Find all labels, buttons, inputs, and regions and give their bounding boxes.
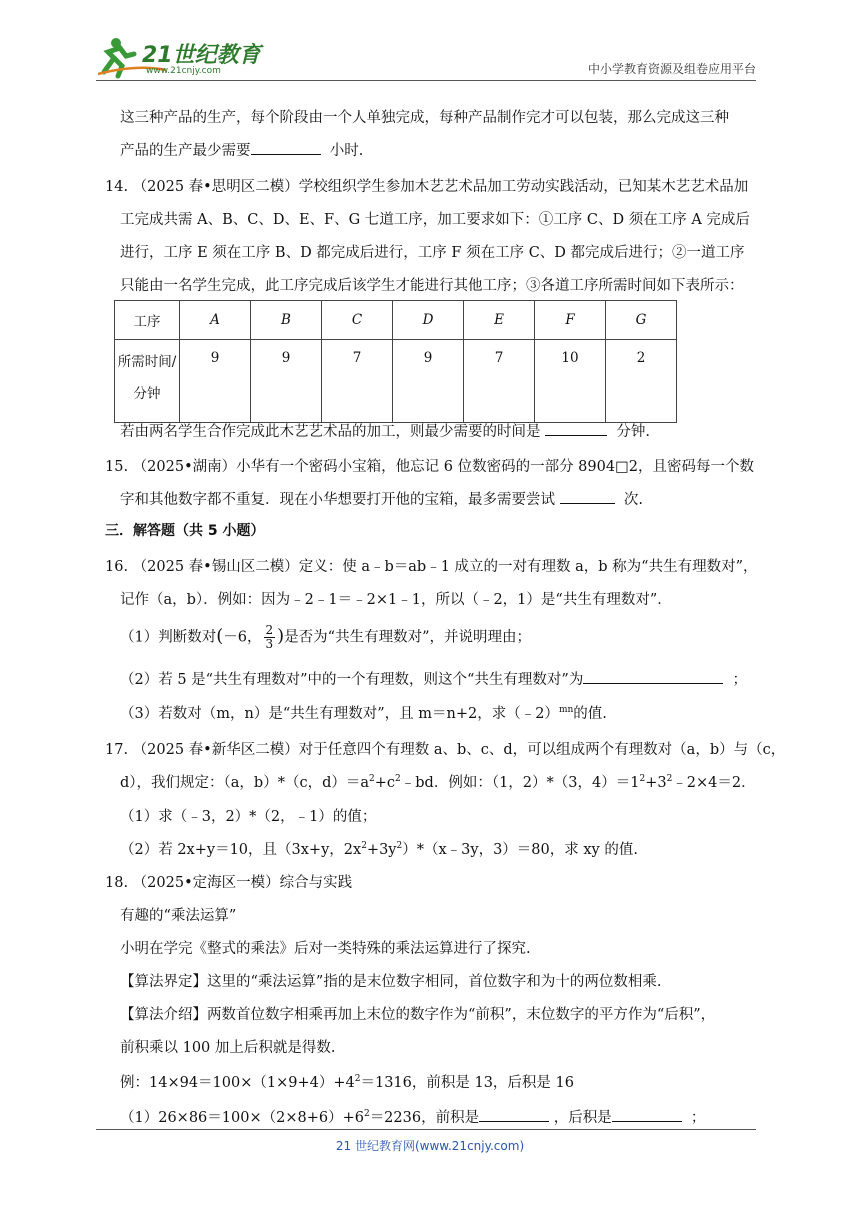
- footer-divider: [96, 1129, 756, 1130]
- text: （2025 春•思明区二模）学校组织学生参加木艺艺术品加工劳动实践活动，已知某木艺艺术品加: [132, 179, 749, 195]
- table-row: [115, 301, 677, 340]
- question-18-example: [120, 1071, 574, 1092]
- fraction-denominator: 3: [265, 637, 274, 651]
- text: 若由两名学生合作完成此木艺艺术品的加工，则最少需要的时间是: [120, 424, 541, 440]
- text: （2025•湖南）小华有一个密码小宝箱，他忘记 6 位数密码的一部分 8904□2，且密码每一个数: [132, 459, 755, 475]
- question-17-line-2: [120, 771, 756, 792]
- text: 小时.: [329, 143, 364, 159]
- question-number: 14.: [105, 179, 129, 195]
- text: （2025 春•新华区二模）对于任意四个有理数 a、b、c、d，可以组成两个有理数对（a，b）与（c，: [132, 742, 786, 758]
- paren: ): [277, 625, 285, 647]
- text: +3y: [366, 842, 397, 858]
- superscript: 2: [396, 841, 403, 852]
- paren: (: [216, 625, 224, 647]
- text: （1）判断数对: [120, 629, 217, 646]
- text: ；: [732, 672, 748, 688]
- text: ＝1316，前积是 13，后积是 16: [360, 1075, 574, 1091]
- question-18-title: 有趣的“乘法运算”: [120, 908, 237, 924]
- text: d），我们规定：（a，b）*（c，d）＝a: [120, 775, 370, 791]
- table-cell: D: [393, 301, 464, 340]
- superscript: mn: [558, 705, 574, 716]
- question-number: 15.: [105, 459, 129, 475]
- text: （3）若数对（m，n）是“共生有理数对”，且 m＝n+2，求（﹣2）: [120, 706, 559, 722]
- text: （2）若 2x+y＝10，且（3x+y，2x: [120, 842, 362, 858]
- answer-blank: [251, 140, 321, 155]
- table-cell: A: [180, 301, 251, 340]
- text: 字和其他数字都不重复．现在小华想要打开他的宝箱，最多需要尝试: [120, 492, 555, 508]
- question-number: 17.: [105, 742, 129, 758]
- text: 例：14×94＝100×（1×9+4）+4: [120, 1075, 355, 1091]
- question-14-after-table: [120, 420, 650, 441]
- table-cell: B: [251, 301, 322, 340]
- table-header-cell: [115, 340, 180, 423]
- question-14-line-4: 只能由一名学生完成，此工序完成后该学生才能进行其他工序；③各道工序所需时间如下表所示：: [120, 278, 744, 294]
- text: 的值.: [573, 706, 607, 722]
- question-15-line-1: [105, 455, 754, 476]
- continuation-line-2: [120, 139, 363, 160]
- section-heading: 三．解答题（共 5 小题）: [105, 523, 265, 539]
- logo-text: 21世纪教育: [142, 43, 261, 68]
- question-18-definition: 【算法界定】这里的“乘法运算”指的是末位数字相同，首位数字和为十的两位数相乘.: [120, 974, 662, 990]
- fraction: [264, 624, 276, 651]
- question-16-part-3: [120, 702, 607, 723]
- question-16-part-1: [120, 624, 531, 651]
- question-14-line-2: 工完成共需 A、B、C、D、E、F、G 七道工序，加工要求如下：①工序 C、D 须在工序 A 完成后: [120, 212, 750, 228]
- answer-blank: [545, 421, 607, 436]
- text: 产品的生产最少需要: [120, 143, 251, 159]
- text: ﹣bd．例如：（1，2）*（3，4）＝1: [400, 775, 640, 791]
- answer-blank: [583, 669, 723, 684]
- table-cell: 7: [464, 340, 535, 423]
- text: +c: [374, 775, 396, 791]
- table-cell: C: [322, 301, 393, 340]
- superscript: 2: [666, 774, 673, 785]
- header-divider: [96, 80, 756, 81]
- table-cell: G: [606, 301, 677, 340]
- text: +3: [645, 775, 667, 791]
- superscript: 2: [361, 841, 367, 852]
- text: 是否为“共生有理数对”，并说明理由；: [284, 629, 531, 646]
- table-cell: 10: [535, 340, 606, 423]
- question-number: 16.: [105, 559, 129, 575]
- question-18-algorithm-2: 前积乘以 100 加上后积就是得数.: [120, 1040, 336, 1056]
- text: －6，: [223, 629, 262, 646]
- question-number: 18.: [105, 875, 129, 891]
- superscript: 2: [354, 1074, 361, 1085]
- text: （2025 春•锡山区二模）定义：使 a﹣b＝ab﹣1 成立的一对有理数 a，b 称为“共生有理数对”，: [132, 559, 758, 575]
- question-17-part-1: （1）求（﹣3，2）*（2，﹣1）的值；: [120, 809, 377, 825]
- question-14-line-1: [105, 175, 748, 196]
- table-cell: 2: [606, 340, 677, 423]
- footer-link[interactable]: 21 世纪教育网(www.21cnjy.com): [335, 1139, 525, 1153]
- text: （2）若 5 是“共生有理数对”中的一个有理数，则这个“共生有理数对”为: [120, 672, 584, 688]
- superscript: 2: [369, 774, 375, 785]
- process-time-table: [114, 300, 677, 423]
- question-18-algorithm-1: 【算法介绍】两数首位数字相乘再加上末位的数字作为“前积”，末位数字的平方作为“后积”，: [120, 1007, 716, 1023]
- text: ＝2236，前积是: [369, 1110, 480, 1126]
- question-15-line-2: [120, 488, 643, 509]
- table-cell: 9: [251, 340, 322, 423]
- text: 次.: [623, 492, 643, 508]
- text: ）*（x﹣3y，3）＝80，求 xy 的值.: [402, 842, 638, 858]
- answer-blank: [479, 1107, 549, 1122]
- superscript: 2: [363, 1109, 370, 1120]
- site-logo: [96, 34, 261, 80]
- table-cell: F: [535, 301, 606, 340]
- question-18-line-1: [105, 871, 352, 892]
- continuation-line-1: 这三种产品的生产，每个阶段由一个人单独完成，每种产品制作完才可以包装，那么完成这三种: [120, 110, 729, 126]
- logo-url: www.21cnjy.com: [146, 66, 221, 76]
- text: 分钟.: [616, 424, 650, 440]
- header-platform-text: 中小学教育资源及组卷应用平台: [587, 62, 756, 76]
- question-16-line-2: 记作（a，b）．例如：因为﹣2﹣1＝﹣2×1﹣1，所以（﹣2，1）是“共生有理数对”．: [120, 592, 672, 608]
- table-cell: 9: [180, 340, 251, 423]
- question-16-line-1: [105, 555, 758, 576]
- table-header-cell: 工序: [115, 301, 180, 340]
- text: 所需时间/: [117, 354, 177, 370]
- question-16-part-2: [120, 668, 747, 689]
- text: ；: [690, 1110, 706, 1126]
- text: （1）26×86＝100×（2×8+6）+6: [120, 1110, 364, 1126]
- question-17-line-1: [105, 738, 785, 759]
- table-cell: 9: [393, 340, 464, 423]
- question-14-line-3: 进行，工序 E 须在工序 B、D 都完成后进行，工序 F 须在工序 C、D 都完成后进行；②一道工序: [120, 245, 745, 261]
- superscript: 2: [395, 774, 401, 785]
- answer-blank: [560, 489, 615, 504]
- fraction-numerator: 2: [265, 623, 274, 637]
- table-row: [115, 340, 677, 423]
- table-cell: 7: [322, 340, 393, 423]
- question-17-part-2: [120, 838, 638, 859]
- text: ﹣2×4＝2．: [672, 775, 756, 791]
- text: （2025•定海区一模）综合与实践: [132, 875, 353, 891]
- question-18-part-1: [120, 1106, 705, 1127]
- table-cell: E: [464, 301, 535, 340]
- text: 分钟: [133, 386, 161, 402]
- question-18-intro: 小明在学完《整式的乘法》后对一类特殊的乘法运算进行了探究.: [120, 941, 531, 957]
- answer-blank: [612, 1107, 682, 1122]
- superscript: 2: [639, 774, 646, 785]
- text: ，后积是: [553, 1110, 612, 1126]
